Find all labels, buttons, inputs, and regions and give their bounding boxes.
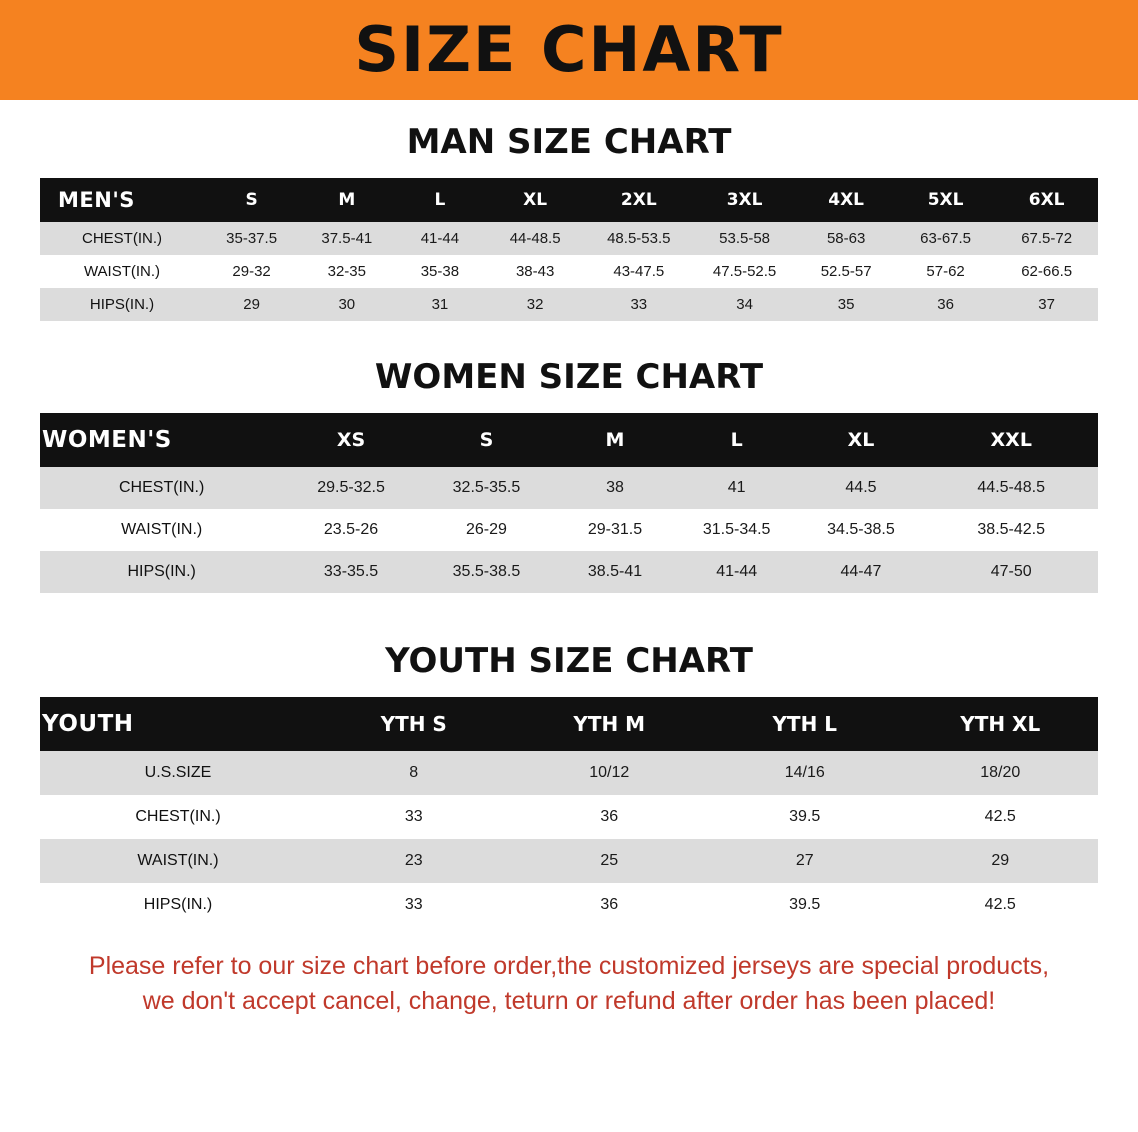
women-header-cell-5: XL	[797, 413, 924, 467]
youth-header-cell-0: YOUTH	[40, 697, 316, 751]
women-header-cell-2: S	[419, 413, 554, 467]
man-row-1-cell-5: 47.5-52.5	[693, 255, 797, 288]
man-row-0-cell-8: 67.5-72	[995, 222, 1098, 255]
man-row-2-cell-6: 35	[796, 288, 895, 321]
table-row	[40, 883, 1098, 927]
table-row	[40, 839, 1098, 883]
women-row-2-cell-4: 44-47	[797, 551, 924, 593]
youth-header-cell-2: YTH M	[511, 697, 707, 751]
youth-row-1-cell-1: 36	[511, 795, 707, 839]
youth-header-cell-3: YTH L	[707, 697, 903, 751]
youth-row-0-cell-0: 8	[316, 751, 512, 795]
policy-note	[36, 949, 1102, 1018]
table-row	[40, 222, 1098, 255]
man-row-1-label: WAIST(IN.)	[40, 255, 204, 288]
table-row	[40, 795, 1098, 839]
man-size-table	[40, 178, 1098, 321]
youth-row-2-cell-1: 25	[511, 839, 707, 883]
women-header-cell-4: L	[676, 413, 798, 467]
women-row-0-cell-4: 44.5	[797, 467, 924, 509]
man-table-wrap	[0, 178, 1138, 321]
women-row-0-cell-2: 38	[554, 467, 676, 509]
youth-row-0-cell-1: 10/12	[511, 751, 707, 795]
women-row-0-cell-3: 41	[676, 467, 798, 509]
man-header-cell-4: XL	[485, 178, 584, 222]
table-header-row	[40, 178, 1098, 222]
youth-row-3-cell-3: 42.5	[902, 883, 1098, 927]
youth-row-3-cell-0: 33	[316, 883, 512, 927]
man-header-cell-2: M	[299, 178, 394, 222]
women-header-cell-6: XXL	[924, 413, 1098, 467]
man-row-2-cell-7: 36	[896, 288, 995, 321]
youth-row-3-label: HIPS(IN.)	[40, 883, 316, 927]
youth-row-1-label: CHEST(IN.)	[40, 795, 316, 839]
youth-size-table	[40, 697, 1098, 927]
youth-header-cell-1: YTH S	[316, 697, 512, 751]
man-row-0-cell-6: 58-63	[796, 222, 895, 255]
women-row-0-cell-5: 44.5-48.5	[924, 467, 1098, 509]
man-row-1-cell-0: 29-32	[204, 255, 299, 288]
women-row-1-cell-1: 26-29	[419, 509, 554, 551]
man-section-title: MAN SIZE CHART	[406, 122, 732, 162]
man-row-2-cell-0: 29	[204, 288, 299, 321]
women-row-1-cell-4: 34.5-38.5	[797, 509, 924, 551]
youth-row-1-cell-3: 42.5	[902, 795, 1098, 839]
man-row-2-cell-8: 37	[995, 288, 1098, 321]
women-row-2-cell-2: 38.5-41	[554, 551, 676, 593]
man-row-0-cell-0: 35-37.5	[204, 222, 299, 255]
women-row-0-label: CHEST(IN.)	[40, 467, 283, 509]
women-header-cell-1: XS	[283, 413, 418, 467]
table-header-row	[40, 697, 1098, 751]
youth-row-3-cell-2: 39.5	[707, 883, 903, 927]
man-row-0-label: CHEST(IN.)	[40, 222, 204, 255]
man-header-cell-1: S	[204, 178, 299, 222]
man-row-0-cell-3: 44-48.5	[485, 222, 584, 255]
women-row-0-cell-1: 32.5-35.5	[419, 467, 554, 509]
man-row-2-cell-4: 33	[585, 288, 693, 321]
women-row-2-cell-5: 47-50	[924, 551, 1098, 593]
man-row-0-cell-4: 48.5-53.5	[585, 222, 693, 255]
women-row-1-cell-0: 23.5-26	[283, 509, 418, 551]
man-row-2-label: HIPS(IN.)	[40, 288, 204, 321]
women-header-cell-0: WOMEN'S	[40, 413, 283, 467]
man-row-1-cell-1: 32-35	[299, 255, 394, 288]
table-row	[40, 255, 1098, 288]
women-row-2-cell-0: 33-35.5	[283, 551, 418, 593]
man-row-1-cell-8: 62-66.5	[995, 255, 1098, 288]
youth-row-3-cell-1: 36	[511, 883, 707, 927]
policy-note-line-1: Please refer to our size chart before order,the customized jerseys are special products,	[88, 952, 1050, 980]
women-row-2-cell-1: 35.5-38.5	[419, 551, 554, 593]
women-row-1-cell-5: 38.5-42.5	[924, 509, 1098, 551]
youth-row-1-cell-0: 33	[316, 795, 512, 839]
man-row-1-cell-6: 52.5-57	[796, 255, 895, 288]
table-row	[40, 751, 1098, 795]
women-section-title: WOMEN SIZE CHART	[374, 357, 764, 397]
man-header-cell-7: 4XL	[796, 178, 895, 222]
man-header-cell-9: 6XL	[995, 178, 1098, 222]
page-banner	[0, 0, 1138, 100]
women-row-2-label: HIPS(IN.)	[40, 551, 283, 593]
women-row-0-cell-0: 29.5-32.5	[283, 467, 418, 509]
youth-row-2-cell-3: 29	[902, 839, 1098, 883]
man-row-2-cell-3: 32	[485, 288, 584, 321]
youth-row-1-cell-2: 39.5	[707, 795, 903, 839]
women-table-wrap	[0, 413, 1138, 593]
youth-row-2-label: WAIST(IN.)	[40, 839, 316, 883]
page-title: SIZE CHART	[354, 13, 784, 86]
man-row-1-cell-7: 57-62	[896, 255, 995, 288]
table-row	[40, 509, 1098, 551]
man-row-1-cell-4: 43-47.5	[585, 255, 693, 288]
man-row-2-cell-2: 31	[394, 288, 485, 321]
youth-row-0-cell-2: 14/16	[707, 751, 903, 795]
table-row	[40, 551, 1098, 593]
man-header-cell-8: 5XL	[896, 178, 995, 222]
table-header-row	[40, 413, 1098, 467]
women-row-1-cell-2: 29-31.5	[554, 509, 676, 551]
youth-row-0-label: U.S.SIZE	[40, 751, 316, 795]
man-row-0-cell-2: 41-44	[394, 222, 485, 255]
youth-row-2-cell-2: 27	[707, 839, 903, 883]
man-row-1-cell-2: 35-38	[394, 255, 485, 288]
women-row-1-cell-3: 31.5-34.5	[676, 509, 798, 551]
youth-row-0-cell-3: 18/20	[902, 751, 1098, 795]
youth-table-wrap	[0, 697, 1138, 927]
man-row-2-cell-1: 30	[299, 288, 394, 321]
policy-note-line-2: we don't accept cancel, change, teturn or refund after order has been placed!	[142, 986, 996, 1015]
man-header-cell-5: 2XL	[585, 178, 693, 222]
women-row-2-cell-3: 41-44	[676, 551, 798, 593]
youth-row-2-cell-0: 23	[316, 839, 512, 883]
man-row-1-cell-3: 38-43	[485, 255, 584, 288]
youth-header-cell-4: YTH XL	[902, 697, 1098, 751]
women-header-cell-3: M	[554, 413, 676, 467]
man-header-cell-0: MEN'S	[40, 178, 204, 222]
youth-section-title: YOUTH SIZE CHART	[385, 641, 753, 681]
man-row-0-cell-5: 53.5-58	[693, 222, 797, 255]
man-row-0-cell-1: 37.5-41	[299, 222, 394, 255]
man-row-0-cell-7: 63-67.5	[896, 222, 995, 255]
women-row-1-label: WAIST(IN.)	[40, 509, 283, 551]
man-row-2-cell-5: 34	[693, 288, 797, 321]
man-header-cell-3: L	[394, 178, 485, 222]
table-row	[40, 288, 1098, 321]
women-size-table	[40, 413, 1098, 593]
man-header-cell-6: 3XL	[693, 178, 797, 222]
table-row	[40, 467, 1098, 509]
